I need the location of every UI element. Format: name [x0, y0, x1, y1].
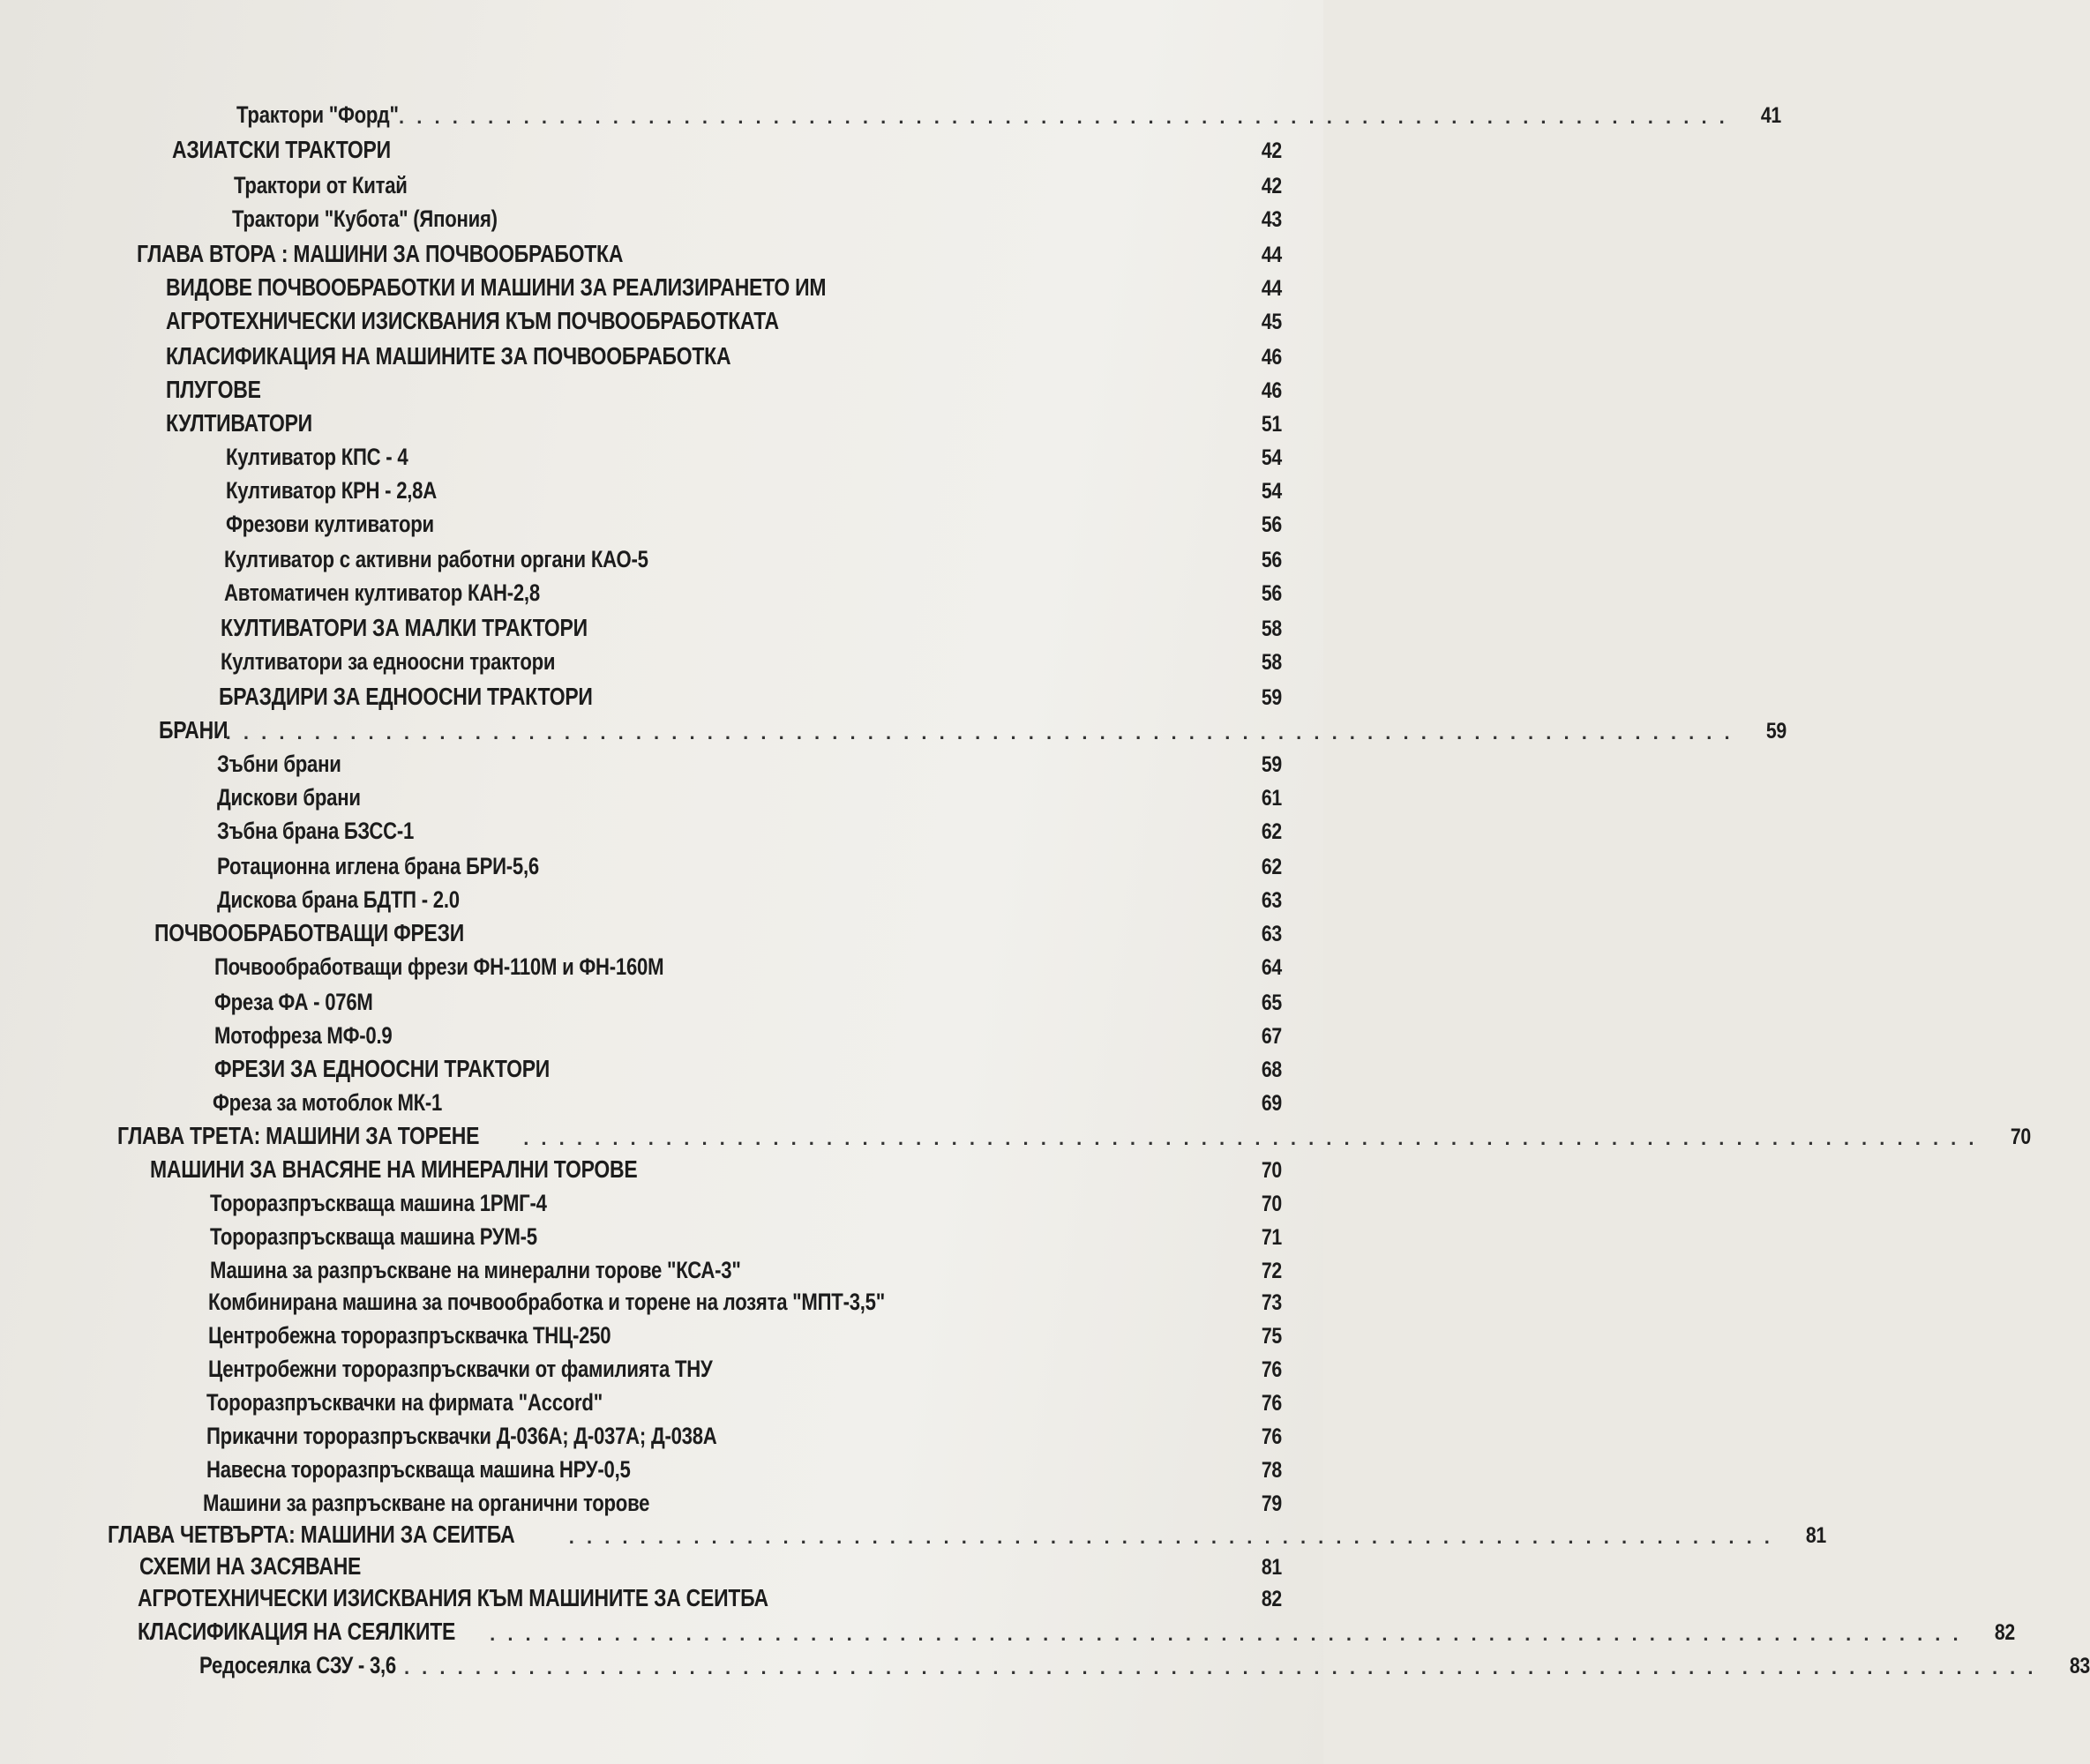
- toc-entry: [208, 1281, 1282, 1316]
- toc-leader-dots: . . . . . . . . . . . . . . . . . . . . . . . . . . . . . . . . . . . . . . . . . . . . . . . . . . . . . . . . . . . . . . . . . . . . . . . . . . . . . . . . . . .: [490, 1623, 1962, 1645]
- toc-entry-title: Тороразпръсквачки на фирмата "Accord": [206, 1389, 603, 1416]
- toc-entry-title: Навесна тороразпръскваща машина НРУ-0,5: [206, 1456, 631, 1483]
- toc-leader-dots: . . . . . . . . . . . . . . . . . . . . . . . . . . . . . . . . . . . . . . . . . . . . . . . . . . . . . . . . . . . . . . . . . . . . . . . . . . . . . . . . . .: [523, 1127, 1978, 1149]
- toc-entry-page: 79: [1261, 1491, 1282, 1516]
- toc-entry: [224, 572, 1282, 607]
- toc-entry: [208, 1314, 1282, 1349]
- toc-entry: [108, 1514, 1826, 1549]
- toc-entry-page: 43: [1261, 207, 1282, 232]
- toc-entry: [203, 1482, 1282, 1517]
- toc-entry: [226, 469, 1282, 505]
- toc-entry-title: Машини за разпръскване на органични торове: [203, 1490, 650, 1516]
- toc-entry: [232, 198, 1282, 233]
- toc-entry-title: Зъбни брани: [217, 751, 341, 777]
- toc-entry: [199, 1644, 2090, 1679]
- toc-entry-page: 63: [1261, 922, 1282, 946]
- toc-entry-title: Фрезови култиватори: [226, 511, 434, 537]
- toc-entry-title: Машина за разпръскване на минерални торове "КСА-3": [210, 1257, 741, 1283]
- toc-entry-title: КЛАСИФИКАЦИЯ НА МАШИНИТЕ ЗА ПОЧВООБРАБОТКА: [166, 342, 731, 370]
- toc-entry: [172, 129, 1282, 164]
- toc-entry-page: 75: [1261, 1324, 1282, 1349]
- toc-entry-title: КЛАСИФИКАЦИЯ НА СЕЯЛКИТЕ: [138, 1618, 456, 1645]
- toc-entry-page: 71: [1261, 1225, 1282, 1250]
- toc-entry-title: Култиватори за едноосни трактори: [221, 648, 556, 675]
- toc-entry-title: Тороразпръскваща машина РУМ-5: [210, 1223, 537, 1250]
- toc-entry-page: 59: [1765, 719, 1787, 744]
- toc-entry-title: Култиватор КПС - 4: [226, 444, 408, 470]
- toc-entry-title: ГЛАВА ВТОРА : МАШИНИ ЗА ПОЧВООБРАБОТКА: [137, 240, 624, 267]
- toc-entry: [166, 369, 1282, 404]
- toc-entry-page: 56: [1261, 512, 1282, 537]
- toc-entry: [166, 266, 1282, 302]
- toc-entry-page: 54: [1261, 445, 1282, 470]
- toc-entry-page: 70: [2010, 1125, 2031, 1149]
- toc-leader-dots: . . . . . . . . . . . . . . . . . . . . . . . . . . . . . . . . . . . . . . . . . . . . . . . . . . . . . . . . . . . . . . . . . . . . . . . . . . . . . . . . . . . . . . . . . . . .: [403, 1656, 2037, 1678]
- toc-entry: [213, 1081, 1282, 1117]
- toc-entry-title: Култиватор с активни работни органи КАО-5: [224, 546, 648, 572]
- toc-entry: [117, 1115, 2031, 1150]
- toc-entry-page: 82: [1261, 1587, 1282, 1611]
- toc-entry-page: 51: [1261, 412, 1282, 437]
- toc-entry: [206, 1415, 1282, 1450]
- toc-entry-page: 42: [1261, 138, 1282, 163]
- toc-entry: [219, 676, 1282, 711]
- toc-entry-page: 44: [1261, 243, 1282, 267]
- toc-entry-title: ГЛАВА ТРЕТА: МАШИНИ ЗА ТОРЕНЕ: [117, 1122, 480, 1149]
- toc-entry: [214, 1014, 1282, 1050]
- toc-entry-page: 76: [1261, 1424, 1282, 1449]
- toc-entry-page: 73: [1261, 1290, 1282, 1315]
- toc-entry-page: 83: [2069, 1654, 2090, 1678]
- toc-entry-page: 65: [1261, 990, 1282, 1015]
- toc-entry: [166, 402, 1282, 437]
- toc-entry-page: 42: [1261, 174, 1282, 198]
- toc-entry-title: АЗИАТСКИ ТРАКТОРИ: [172, 136, 391, 163]
- toc-entry-page: 78: [1261, 1458, 1282, 1483]
- toc-entry-title: АГРОТЕХНИЧЕСКИ ИЗИСКВАНИЯ КЪМ ПОЧВООБРАБОТКАТА: [166, 307, 779, 334]
- toc-entry: [234, 164, 1282, 199]
- toc-entry-title: Центробежни тороразпръсквачки от фамилията ТНУ: [208, 1356, 713, 1382]
- toc-entry-title: ГЛАВА ЧЕТВЪРТА: МАШИНИ ЗА СЕИТБА: [108, 1521, 515, 1548]
- toc-entry-page: 69: [1261, 1091, 1282, 1116]
- toc-entry-title: Трактори от Китай: [234, 172, 408, 198]
- toc-entry-page: 62: [1261, 819, 1282, 844]
- toc-entry: [226, 436, 1282, 471]
- toc-entry: [137, 233, 1282, 268]
- toc-entry-page: 72: [1261, 1259, 1282, 1283]
- toc-entry-title: АГРОТЕХНИЧЕСКИ ИЗИСКВАНИЯ КЪМ МАШИНИТЕ ЗА СЕИТБА: [138, 1584, 768, 1611]
- toc-entry-page: 45: [1261, 310, 1282, 334]
- toc-entry-page: 58: [1261, 650, 1282, 675]
- toc-leader-dots: . . . . . . . . . . . . . . . . . . . . . . . . . . . . . . . . . . . . . . . . . . . . . . . . . . . . . . . . . . . . . . . . . . . .: [568, 1526, 1773, 1548]
- toc-entry: [139, 1545, 1282, 1581]
- toc-entry-title: Редосеялка СЗУ - 3,6: [199, 1652, 397, 1678]
- toc-entry-title: СХЕМИ НА ЗАСЯВАНЕ: [139, 1552, 362, 1580]
- toc-leader-dots: . . . . . . . . . . . . . . . . . . . . . . . . . . . . . . . . . . . . . . . . . . . . . . . . . . . . . . . . . . . . . . . . . . . . . . . . . . .: [399, 106, 1728, 128]
- toc-entry-title: Дискови брани: [217, 784, 361, 811]
- toc-entry-page: 56: [1261, 581, 1282, 606]
- toc-leader-dots: . . . . . . . . . . . . . . . . . . . . . . . . . . . . . . . . . . . . . . . . . . . . . . . . . . . . . . . . . . . . . . . . . . . . . . . . . . . . . . . . . . . . . .: [207, 721, 1734, 744]
- toc-entry-title: ПЛУГОВЕ: [166, 376, 261, 403]
- toc-entry-page: 81: [1261, 1555, 1282, 1580]
- toc-entry-page: 62: [1261, 855, 1282, 879]
- toc-entry-title: Трактори "Кубота" (Япония): [232, 206, 498, 232]
- toc-entry: [166, 335, 1282, 370]
- toc-entry: [214, 1048, 1282, 1083]
- toc-entry-title: Тороразпръскваща машина 1РМГ-4: [210, 1190, 547, 1216]
- toc-entry-title: ПОЧВООБРАБОТВАЩИ ФРЕЗИ: [154, 919, 464, 946]
- toc-entry: [210, 1215, 1282, 1251]
- toc-entry: [217, 743, 1282, 778]
- toc-entry-page: 70: [1261, 1192, 1282, 1216]
- toc-entry-title: БРАНИ: [159, 716, 228, 744]
- toc-entry-title: БРАЗДИРИ ЗА ЕДНООСНИ ТРАКТОРИ: [219, 683, 593, 710]
- toc-entry: [138, 1611, 2015, 1646]
- toc-entry: [217, 776, 1282, 811]
- toc-entry-page: 61: [1261, 786, 1282, 811]
- toc-entry: [221, 640, 1282, 676]
- toc-entry-page: 67: [1261, 1024, 1282, 1049]
- toc-entry: [226, 503, 1282, 538]
- toc-entry: [217, 845, 1282, 880]
- toc-entry: [206, 1448, 1282, 1484]
- toc-entry-title: Мотофреза МФ-0.9: [214, 1022, 393, 1049]
- toc-entry-title: ВИДОВЕ ПОЧВООБРАБОТКИ И МАШИНИ ЗА РЕАЛИЗИРАНЕТО ИМ: [166, 273, 827, 301]
- toc-entry-page: 41: [1760, 103, 1781, 128]
- toc-entry: [210, 1249, 1282, 1284]
- toc-entry-title: Дискова брана БДТП - 2.0: [217, 886, 460, 913]
- toc-entry-page: 68: [1261, 1058, 1282, 1082]
- toc-entry-title: МАШИНИ ЗА ВНАСЯНЕ НА МИНЕРАЛНИ ТОРОВЕ: [150, 1155, 638, 1183]
- toc-entry-title: Фреза ФА - 076М: [214, 989, 373, 1015]
- toc-entry: [154, 912, 1282, 947]
- toc-entry-page: 44: [1261, 276, 1282, 301]
- toc-entry: [159, 709, 1787, 744]
- toc-entry: [150, 1148, 1282, 1184]
- toc-entry: [217, 878, 1282, 914]
- toc-entry-page: 64: [1261, 955, 1282, 980]
- toc-entry-title: КУЛТИВАТОРИ: [166, 409, 312, 437]
- toc-entry-title: Автоматичен култиватор КАН-2,8: [224, 579, 540, 606]
- toc-entry: [214, 946, 1282, 981]
- toc-entry: [214, 981, 1282, 1016]
- toc-entry-title: Трактори "Форд": [236, 101, 399, 128]
- toc-entry-page: 76: [1261, 1391, 1282, 1416]
- toc-entry-page: 46: [1261, 378, 1282, 403]
- toc-entry-title: Зъбна брана БЗСС-1: [217, 818, 415, 844]
- toc-entry-page: 46: [1261, 345, 1282, 370]
- toc-entry-title: ФРЕЗИ ЗА ЕДНООСНИ ТРАКТОРИ: [214, 1055, 551, 1082]
- toc-entry: [224, 538, 1282, 573]
- toc-entry-page: 63: [1261, 888, 1282, 913]
- toc-entry-title: Култиватор КРН - 2,8А: [226, 477, 437, 504]
- toc-entry-page: 59: [1261, 752, 1282, 777]
- toc-entry: [206, 1381, 1282, 1416]
- toc-entry: [217, 810, 1282, 845]
- toc-entry-title: Комбинирана машина за почвообработка и торене на лозята "МПТ-3,5": [208, 1289, 885, 1315]
- toc-entry-title: КУЛТИВАТОРИ ЗА МАЛКИ ТРАКТОРИ: [221, 614, 588, 641]
- toc-entry-title: Почвообработващи фрези ФН-110М и ФН-160М: [214, 953, 664, 980]
- toc-entry: [138, 1577, 1282, 1612]
- toc-entry-title: Прикачни тороразпръсквачки Д-036А; Д-037А; Д-038А: [206, 1423, 717, 1449]
- toc-entry-page: 56: [1261, 548, 1282, 572]
- toc-entry-page: 76: [1261, 1357, 1282, 1382]
- toc-entry-title: Центробежна тороразпръсквачка ТНЦ-250: [208, 1322, 611, 1349]
- toc-entry: [236, 93, 1781, 129]
- toc-entry-page: 58: [1261, 617, 1282, 641]
- toc-entry-page: 70: [1261, 1158, 1282, 1183]
- toc-entry-title: Фреза за мотоблок МК-1: [213, 1089, 443, 1116]
- toc-entry: [210, 1182, 1282, 1217]
- toc-entry: [166, 300, 1282, 335]
- toc-entry-page: 59: [1261, 685, 1282, 710]
- toc-entry-page: 81: [1805, 1523, 1826, 1548]
- toc-entry: [208, 1348, 1282, 1383]
- toc-entry-page: 82: [1994, 1620, 2015, 1645]
- toc-entry-page: 54: [1261, 479, 1282, 504]
- toc-entry: [221, 607, 1282, 642]
- toc-entry-title: Ротационна иглена брана БРИ-5,6: [217, 853, 539, 879]
